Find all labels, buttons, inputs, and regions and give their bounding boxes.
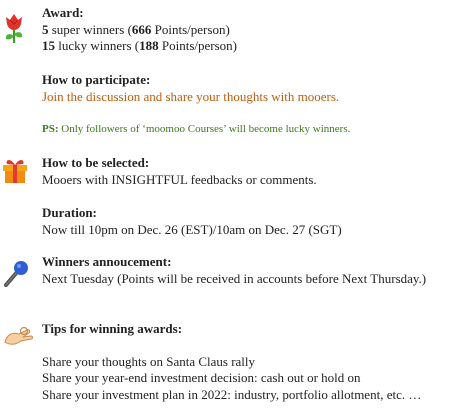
tips-heading: Tips for winning awards: [42,321,183,336]
participate-text: Join the discussion and share your thoughts with mooers. [42,88,340,104]
selected-heading: How to be selected: [42,155,150,170]
announcement-section [42,254,426,287]
award-line-super: 5 super winners (666 Points/person) [42,21,230,37]
selected-section [42,155,317,188]
ps-label: PS: [42,123,59,135]
ok-hand-icon [3,322,35,348]
duration-heading: Duration: [42,205,97,220]
tips-section [42,321,421,403]
super-winner-count: 5 [42,21,49,37]
tip-item: Share your thoughts on Santa Claus rally [42,353,256,369]
tip-item: Share your year-end investment decision: cash out or hold on [42,370,361,385]
selected-text: Mooers with INSIGHTFUL feedbacks or comments. [42,171,317,187]
ps-text: Only followers of ‘moomoo Courses’ will become lucky winners. [58,123,351,135]
award-heading: Award: [42,5,84,20]
announcement-text: Next Tuesday (Points will be received in accounts before Next Thursday.) [42,270,427,286]
tip-item: Share your investment plan in 2022: industry, portfolio allotment, etc. … [42,386,422,402]
award-section [42,5,237,55]
duration-text: Now till 10pm on Dec. 26 (EST)/10am on Dec. 27 (SGT) [42,221,342,237]
participate-section [42,72,339,105]
lucky-winner-count: 15 [42,38,55,53]
rose-icon [3,12,25,44]
participate-heading: How to participate: [42,72,151,87]
super-winner-points: 666 [131,21,152,37]
ps-note [42,121,350,138]
lucky-winner-points: 188 [139,38,159,53]
microphone-icon [2,258,30,288]
announcement-heading: Winners annoucement: [42,254,172,269]
duration-section [42,205,342,238]
award-line-lucky: 15 lucky winners (188 Points/person) [42,38,237,53]
gift-icon [1,156,29,184]
